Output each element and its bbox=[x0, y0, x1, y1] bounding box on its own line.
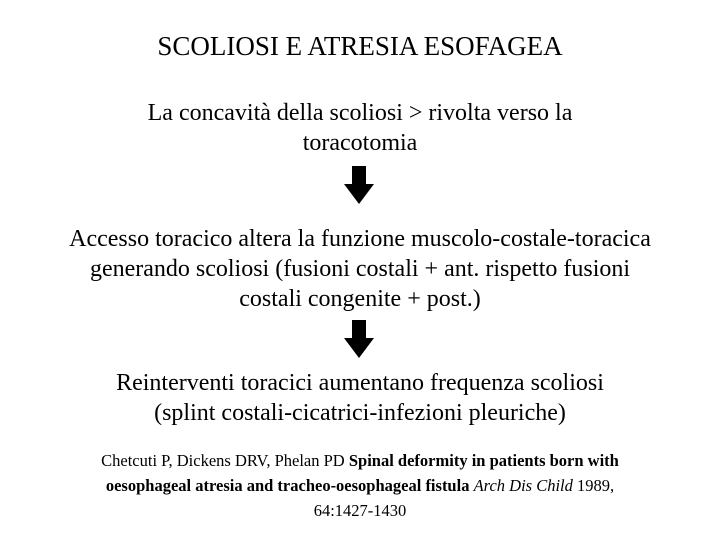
reference-year: 1989, bbox=[572, 476, 615, 495]
point-reinterventions-line2: (splint costali-cicatrici-infezioni pleuriche) bbox=[154, 400, 566, 426]
reference-line1 bbox=[40, 448, 680, 473]
reference-journal: Arch Dis Child bbox=[473, 476, 573, 495]
point-reinterventions-line1: Reinterventi toracici aumentano frequenza scoliosi bbox=[116, 370, 604, 396]
reference-line3 bbox=[40, 498, 680, 523]
reference-authors: Chetcuti P, Dickens DRV, Phelan PD bbox=[101, 451, 349, 470]
point-thoracic-access bbox=[40, 224, 680, 314]
down-arrow-icon bbox=[344, 166, 374, 204]
point-concavity bbox=[0, 98, 720, 158]
reference-title-part2: oesophageal atresia and tracheo-oesophageal fistula bbox=[105, 476, 470, 495]
reference-volume-pages: 64:1427-1430 bbox=[313, 501, 407, 520]
slide-title: SCOLIOSI E ATRESIA ESOFAGEA bbox=[157, 31, 563, 61]
reference-line2 bbox=[40, 473, 680, 498]
point-thoracic-access-line1: Accesso toracico altera la funzione muscolo-costale-toracica bbox=[69, 226, 651, 252]
down-arrow-icon bbox=[344, 320, 374, 358]
point-thoracic-access-line3: costali congenite + post.) bbox=[239, 286, 481, 312]
reference-citation bbox=[40, 448, 680, 523]
point-concavity-line1: La concavità della scoliosi > rivolta verso la bbox=[147, 100, 573, 126]
point-thoracic-access-line2: generando scoliosi (fusioni costali + ant. rispetto fusioni bbox=[89, 256, 631, 282]
reference-title-part1: Spinal deformity in patients born with bbox=[348, 451, 619, 470]
point-concavity-line2: toracotomia bbox=[302, 130, 418, 156]
point-reinterventions bbox=[0, 368, 720, 428]
